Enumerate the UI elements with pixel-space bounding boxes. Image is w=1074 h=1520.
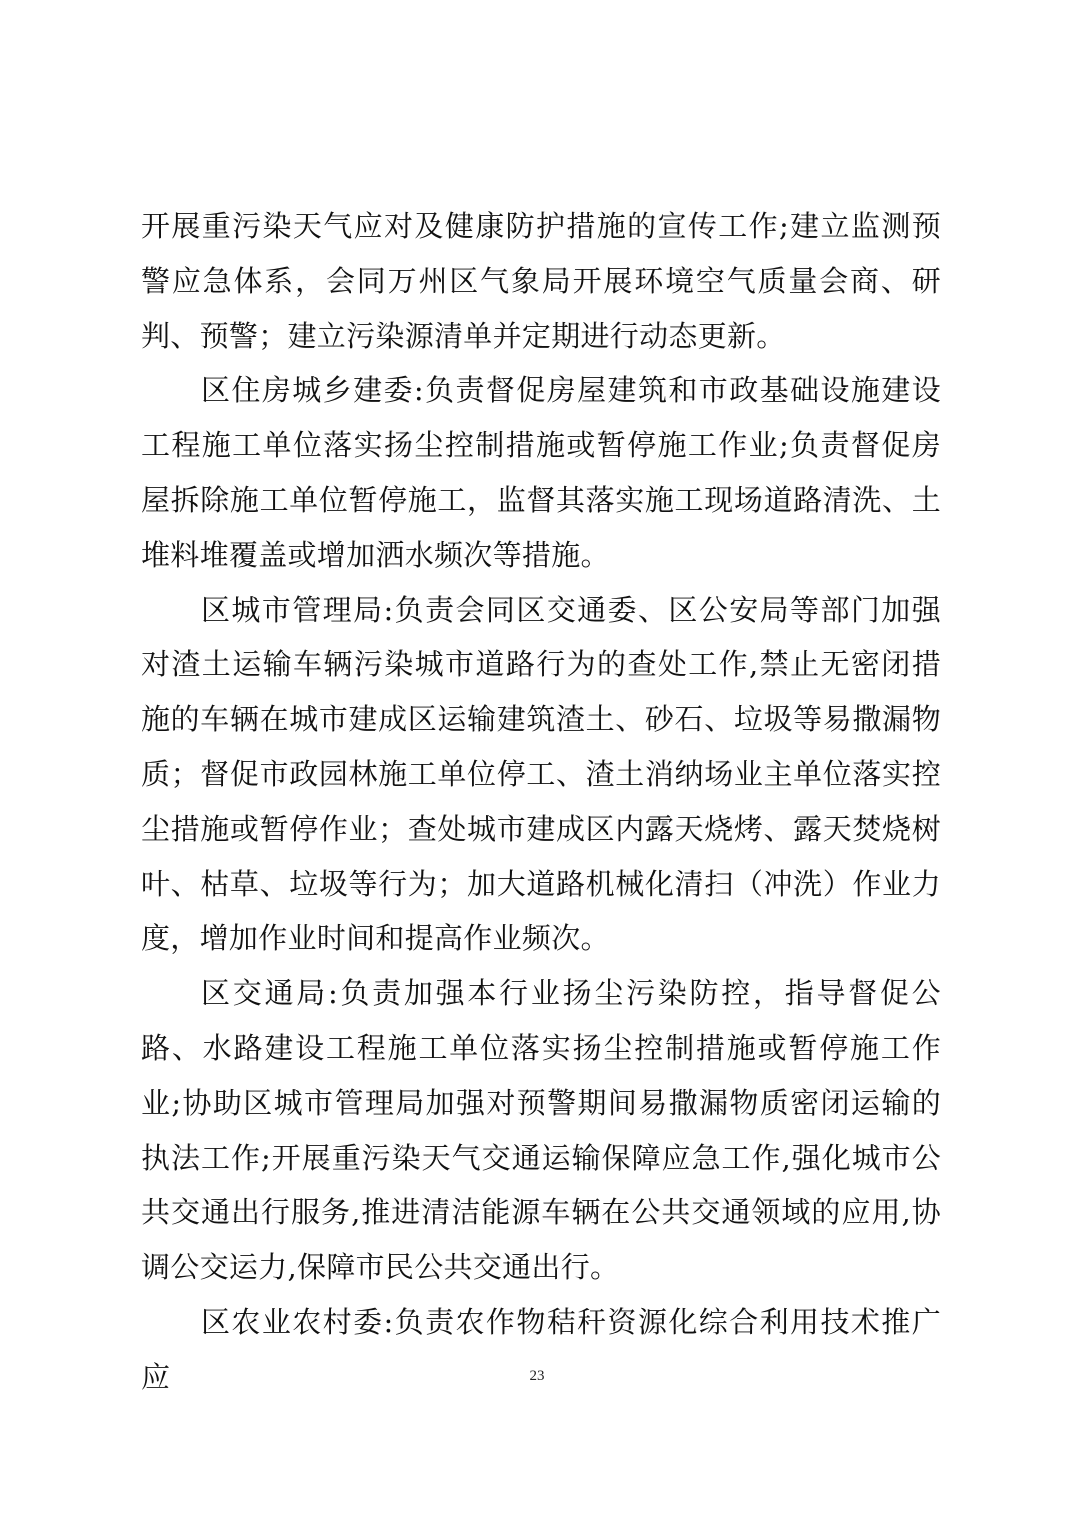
paragraph-agriculture-rural-committee: 区农业农村委:负责农作物秸秆资源化综合利用技术推广应 xyxy=(141,1304,941,1394)
paragraph-continued-publicity: 开展重污染天气应对及健康防护措施的宣传工作;建立监测预警应急体系，会同万州区气象局开展环境空气质量会商、研判、预警；建立污染源清单并定期进行动态更新。 xyxy=(141,209,941,353)
page-number: 23 xyxy=(529,1368,545,1384)
paragraph-transport-bureau: 区交通局:负责加强本行业扬尘污染防控，指导督促公路、水路建设工程施工单位落实扬尘控制措施或暂停施工作业;协助区城市管理局加强对预警期间易撒漏物质密闭运输的执法工作;开展重污染天气交通运输保障应急工作,强化城市公共交通出行服务,推进清洁能源车辆在公共交通领域的应用,协调公交运力,保障市民公共交通出行。 xyxy=(141,976,941,1285)
body-text xyxy=(141,199,941,1405)
paragraph-urban-management-bureau: 区城市管理局:负责会同区交通委、区公安局等部门加强对渣土运输车辆污染城市道路行为的查处工作,禁止无密闭措施的车辆在城市建成区运输建筑渣土、砂石、垃圾等易撒漏物质；督促市政园林施工单位停工、渣土消纳场业主单位落实控尘措施或暂停作业；查处城市建成区内露天烧烤、露天焚烧树叶、枯草、垃圾等行为；加大道路机械化清扫（冲洗）作业力度，增加作业时间和提高作业频次。 xyxy=(141,592,941,956)
paragraph-housing-construction-committee: 区住房城乡建委:负责督促房屋建筑和市政基础设施建设工程施工单位落实扬尘控制措施或暂停施工作业;负责督促房屋拆除施工单位暂停施工，监督其落实施工现场道路清洗、土堆料堆覆盖或增加洒水频次等措施。 xyxy=(141,373,941,572)
